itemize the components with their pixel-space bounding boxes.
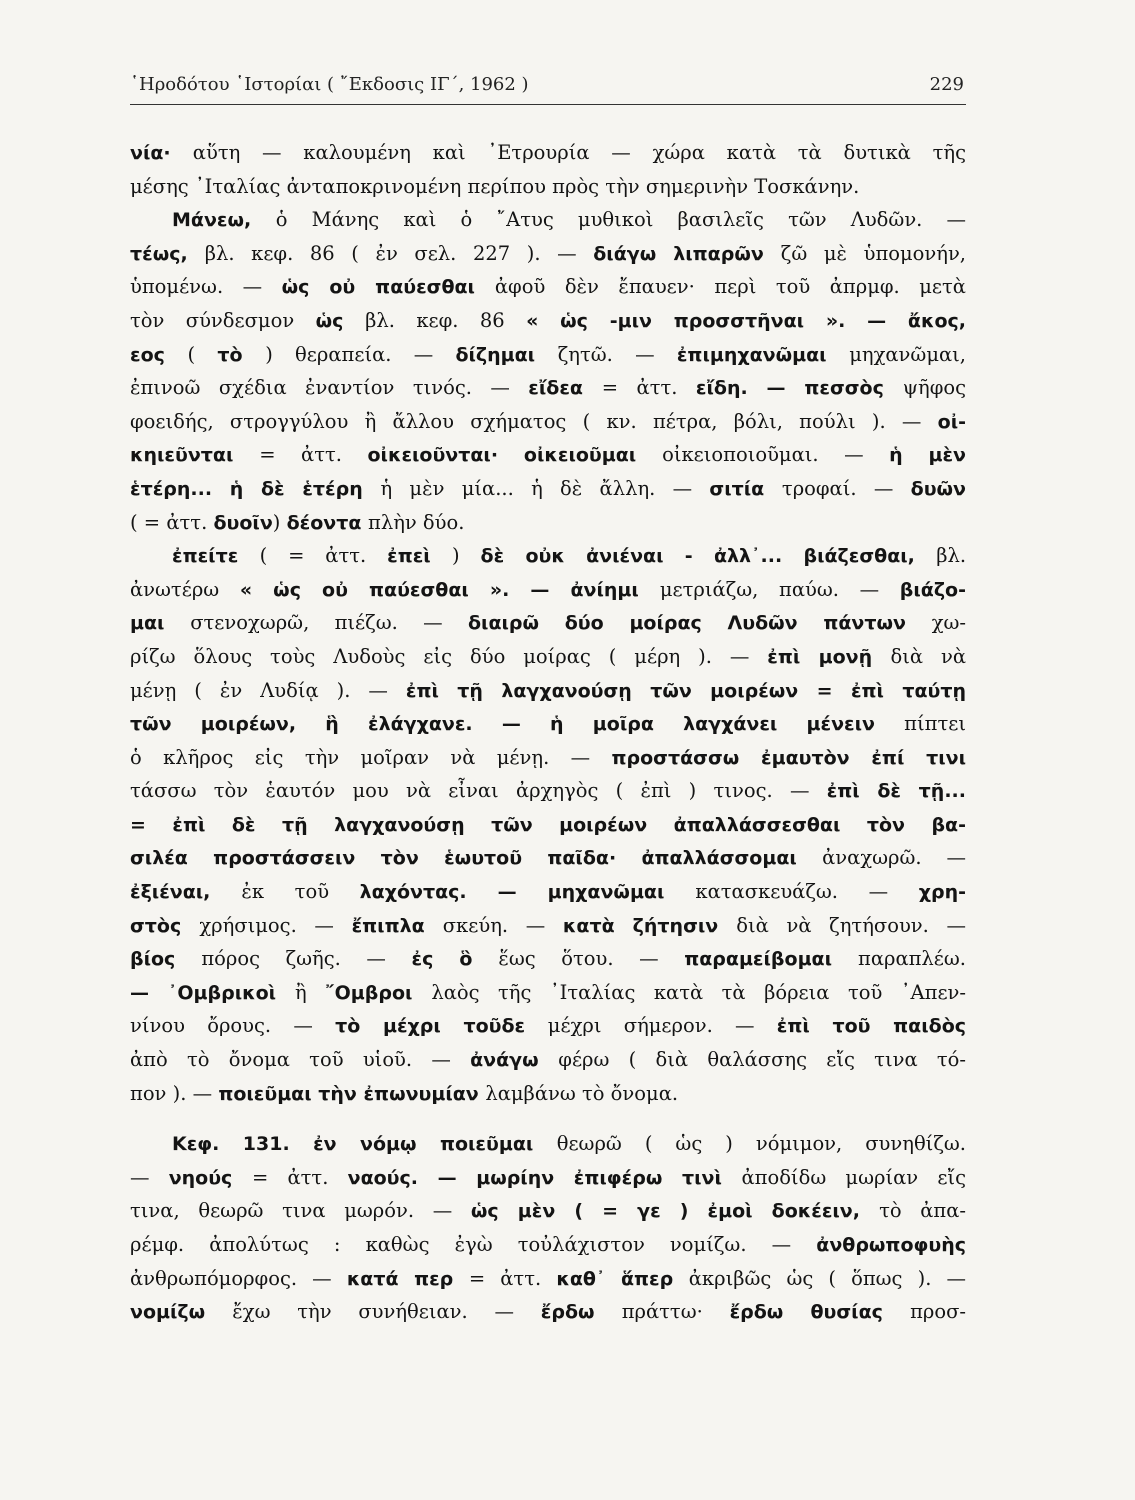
gloss-text: φοειδής, στρογγύλου ἢ ἄλλου σχήματος ( κν. πέτρα, βόλι, πούλι ). — [130, 409, 938, 433]
lemma-term: τὸ μέχρι τοῦδε [335, 1015, 548, 1038]
gloss-text: ἕως ὅτου. — [498, 947, 685, 971]
lemma-term: παραμείβομαι [684, 948, 858, 971]
lemma-term: ἔρδω [540, 1301, 622, 1324]
gloss-text: μετριάζω, παύω. — [659, 577, 900, 601]
text-line [130, 942, 966, 976]
gloss-text: ) [452, 544, 481, 568]
text-line [130, 1262, 966, 1296]
lemma-term: νηούς [168, 1166, 252, 1189]
lemma-term: ναούς. — μωρίην ἐπιφέρω τινὶ [347, 1166, 742, 1189]
gloss-text: ζῶ μὲ ὑπομονήν, [780, 241, 966, 265]
lemma-term: νομίζω [130, 1301, 233, 1324]
lemma-term: δυῶν [910, 477, 966, 500]
lemma-term: βίος [130, 948, 202, 971]
gloss-text: αὕτη — καλουμένη καὶ ᾿Ετρουρία — χώρα κατὰ τὰ δυτικὰ τῆς [192, 141, 966, 164]
gloss-text: οἰκειοποιοῦμαι. — [662, 443, 890, 467]
lemma-term: εἴδη. — πεσσὸς [695, 377, 903, 400]
lemma-term: ῎Ομβροι [325, 981, 432, 1004]
lemma-term: χρη- [918, 881, 966, 904]
lemma-term: εος [130, 343, 188, 366]
lemma-term: ὡς μὲν ( = γε ) ἐμοὶ δοκέειν, [470, 1200, 880, 1223]
gloss-text: ρέμφ. ἀπολύτως : καθὼς ἐγὼ τοὐλάχιστον νομίζω. — [130, 1233, 817, 1256]
lemma-term: ἐπὶ μονῇ [767, 645, 891, 668]
lemma-term: κηιεῦνται [130, 444, 260, 467]
gloss-text: ψῆφος [902, 376, 966, 400]
text-line [130, 774, 966, 808]
text-line [130, 405, 966, 439]
lemma-term: οἰ- [937, 410, 966, 433]
gloss-text: ( = ἀττ. [130, 510, 214, 534]
gloss-text: νίνου ὄρους. — [130, 1014, 336, 1038]
gloss-text: ὑπομένω. — [130, 275, 282, 299]
gloss-text: λαὸς τῆς ᾿Ιταλίας κατὰ τὰ βόρεια τοῦ ᾿Απεν- [431, 980, 966, 1004]
gloss-text: σκεύη. — [442, 913, 563, 937]
gloss-text: ) [272, 510, 287, 534]
gloss-text: ἐκ τοῦ [241, 880, 360, 904]
gloss-text: ἀποδίδω μωρίαν εἴς [741, 1165, 966, 1189]
text-line [130, 1228, 966, 1262]
lemma-term: κατά περ [346, 1267, 469, 1290]
lemma-term: ἔπιπλα [351, 914, 443, 937]
text-line [130, 1009, 966, 1043]
lemma-term: εἴδεα [528, 377, 602, 400]
lemma-term: δέοντα [286, 511, 369, 534]
lemma-term: Μάνεω, [172, 209, 276, 232]
gloss-text: ἀνωτέρω [130, 577, 240, 601]
lemma-term: βιάζο- [899, 578, 966, 601]
gloss-text: πίπτει [904, 712, 966, 736]
lemma-term: σιτία [709, 477, 782, 500]
text-line [130, 841, 966, 875]
lemma-term: Κεφ. 131. ἐν νόμῳ ποιεῦμαι [172, 1133, 557, 1156]
text-line [130, 338, 966, 372]
lemma-term: τὸ [217, 343, 266, 366]
gloss-text: ὁ Μάνης καὶ ὁ ῎Ατυς μυθικοὶ βασιλεῖς τῶν Λυδῶν. — [275, 208, 966, 232]
gloss-text: = ἀττ. [601, 376, 696, 400]
lemma-term: ποιεῦμαι τὴν ἐπωνυμίαν [218, 1082, 486, 1105]
lemma-term: στὸς [130, 914, 200, 937]
text-line [130, 237, 966, 271]
lemma-term: δίζημαι [455, 343, 558, 366]
gloss-text: ἐπινοῶ σχέδια ἐναντίον τινός. — [130, 376, 529, 400]
gloss-text: πον ). — [130, 1081, 219, 1105]
gloss-text: πράττω· [621, 1300, 730, 1324]
lemma-term: « ὡς -μιν προσστῆναι ». — ἄκος, [526, 309, 966, 332]
gloss-text: βλ. κεφ. 86 ( ἐν σελ. 227 ). — [204, 241, 594, 265]
text-line [130, 909, 966, 943]
gloss-text: τὸν σύνδεσμον [130, 308, 316, 332]
gloss-text: χρήσιμος. — [199, 913, 352, 937]
lemma-term: ἐπὶ τῇ λαγχανούσῃ τῶν μοιρέων = ἐπὶ ταύτῃ [405, 679, 966, 702]
lemma-term: ἑτέρη... ἡ δὲ ἑτέρη [130, 477, 381, 500]
lemma-term: ἐπὶ δὲ τῇ... [826, 780, 966, 803]
text-line [130, 1161, 966, 1195]
lemma-term: ἔρδω θυσίας [729, 1301, 911, 1324]
lemma-term: ἐπὶ τοῦ παιδὸς [776, 1015, 966, 1038]
gloss-text: πλὴν δύο. [368, 510, 465, 534]
gloss-text: ( = ἀττ. [259, 544, 388, 568]
text-line [130, 976, 966, 1010]
commentary-text [130, 136, 966, 1329]
gloss-text: = ἀττ. [259, 443, 368, 467]
running-header [130, 70, 966, 105]
gloss-text: ( [187, 342, 218, 366]
gloss-text: = ἀττ. [251, 1165, 348, 1189]
gloss-text: τὸ ἀπα- [879, 1199, 966, 1223]
gloss-text: βλ. [936, 544, 966, 568]
text-line [130, 136, 966, 170]
gloss-text: στενοχωρῶ, πιέζω. — [190, 611, 468, 635]
text-line [130, 808, 966, 842]
gloss-text: βλ. κεφ. 86 [365, 308, 527, 332]
text-line [130, 438, 966, 472]
text-line [130, 270, 966, 304]
running-title: ῾Ηροδότου ῾Ιστορίαι ( ῎Εκδοσις ΙΓ΄, 1962 ) [130, 74, 529, 95]
gloss-text: ἔχω τὴν συνήθειαν. — [232, 1300, 541, 1324]
gloss-text: ἀναχωρῶ. — [822, 846, 966, 870]
lemma-term: ὡς οὐ παύεσθαι [281, 276, 495, 299]
text-line [130, 304, 966, 338]
lemma-term: ὡς [315, 309, 366, 332]
gloss-text: μέσης ᾿Ιταλίας ἀνταποκρινομένη περίπου πρὸς τὴν σημερινὴν Τοσκάνην. [130, 174, 860, 198]
text-line [130, 1295, 966, 1329]
text-line [130, 640, 966, 674]
gloss-text: τάσσω τὸν ἑαυτόν μου νὰ εἶναι ἀρχηγὸς ( ἐπὶ ) τινος. — [130, 779, 827, 803]
text-line [130, 506, 966, 540]
lemma-term: δὲ οὐκ ἀνιέναι - ἀλλ᾿... βιάζεσθαι, [480, 545, 937, 568]
gloss-text: ὁ κλῆρος εἰς τὴν μοῖραν νὰ μένῃ. — [130, 745, 612, 769]
lemma-term: διαιρῶ δύο μοίρας Λυδῶν πάντων [467, 612, 932, 635]
gloss-text: — [130, 1165, 169, 1189]
lemma-term: κατὰ ζήτησιν [562, 914, 737, 937]
lemma-term: διάγω λιπαρῶν [593, 242, 781, 265]
gloss-text: ρίζω ὅλους τοὺς Λυδοὺς εἰς δύο μοίρας ( μέρη ). — [130, 644, 768, 668]
text-line [130, 1194, 966, 1228]
lemma-term: λαχόντας. — μηχανῶμαι [359, 881, 696, 904]
gloss-text: ἡ μὲν μία... ἡ δὲ ἄλλη. — [380, 476, 710, 500]
text-line [130, 472, 966, 506]
lemma-term: ἐς ὃ [411, 948, 499, 971]
gloss-text: παραπλέω. [858, 947, 966, 971]
text-line [130, 1127, 966, 1161]
gloss-text: μένῃ ( ἐν Λυδίᾳ ). — [130, 678, 406, 702]
lemma-term: τέως, [130, 242, 205, 265]
gloss-text: θεωρῶ ( ὡς ) νόμιμον, συνηθίζω. [556, 1132, 966, 1156]
gloss-text: ) θεραπεία. — [265, 342, 456, 366]
gloss-text: ἢ [294, 980, 326, 1004]
gloss-text: λαμβάνω τὸ ὄνομα. [485, 1081, 679, 1105]
lemma-term: τῶν μοιρέων, ἣ ἐλάγχανε. — ἡ μοῖρα λαγχάνει μένειν [130, 713, 905, 736]
lemma-term: σιλέα προστάσσειν τὸν ἑωυτοῦ παῖδα· ἀπαλλάσσομαι [130, 847, 823, 870]
gloss-text: ἀνθρωπόμορφος. — [130, 1266, 347, 1290]
text-line [130, 539, 966, 573]
lemma-term: μαι [130, 612, 191, 635]
lemma-term: καθ᾿ ἅπερ [556, 1267, 689, 1290]
lemma-term: ἐπείτε [172, 545, 260, 568]
text-line [130, 606, 966, 640]
gloss-text: κατασκευάζω. — [695, 880, 919, 904]
gloss-text: μέχρι σήμερον. — [547, 1014, 777, 1038]
lemma-term: ἐπιμηχανῶμαι [676, 343, 850, 366]
page-number: 229 [929, 74, 964, 95]
gloss-text: ζητῶ. — [557, 342, 677, 366]
text-line [130, 203, 966, 237]
gloss-text: προσ- [910, 1300, 966, 1324]
gloss-text: = ἀττ. [468, 1266, 557, 1290]
gloss-text: τροφαί. — [781, 476, 911, 500]
text-line [130, 371, 966, 405]
lemma-term: ἐξιέναι, [130, 881, 242, 904]
text-line [130, 170, 966, 204]
gloss-text: πόρος ζωῆς. — [201, 947, 412, 971]
gloss-text: φέρω ( διὰ θαλάσσης εἴς τινα τό- [558, 1048, 966, 1072]
lemma-term: — ᾿Ομβρικοὶ [130, 981, 295, 1004]
lemma-term: ἀνθρωποφυὴς [816, 1234, 966, 1256]
text-line [130, 1043, 966, 1077]
lemma-term: ἡ μὲν [889, 444, 966, 467]
lemma-term: προστάσσω ἐμαυτὸν ἐπί τινι [611, 746, 966, 769]
text-line [130, 875, 966, 909]
lemma-term: οἰκειοῦνται· οἰκειοῦμαι [367, 444, 663, 467]
text-line [130, 1077, 966, 1111]
text-line [130, 573, 966, 607]
gloss-text: ἀκριβῶς ὡς ( ὅπως ). — [688, 1266, 966, 1290]
gloss-text: χω- [931, 611, 966, 635]
lemma-term: = ἐπὶ δὲ τῇ λαγχανούσῃ τῶν μοιρέων ἀπαλλάσσεσθαι τὸν βα- [130, 813, 966, 836]
text-line [130, 674, 966, 708]
gloss-text: ἀπὸ τὸ ὄνομα τοῦ υἱοῦ. — [130, 1048, 471, 1072]
lemma-term: ἐπεὶ [387, 545, 453, 568]
gloss-text: διὰ νὰ ζητήσουν. — [736, 913, 966, 937]
gloss-text: ἀφοῦ δὲν ἔπαυεν· περὶ τοῦ ἀπρμφ. μετὰ [494, 275, 966, 299]
gloss-text: μηχανῶμαι, [849, 342, 966, 366]
lemma-term: ἀνάγω [470, 1049, 559, 1072]
gloss-text: τινα, θεωρῶ τινα μωρόν. — [130, 1199, 471, 1223]
text-line [130, 741, 966, 775]
text-line [130, 707, 966, 741]
lemma-term: δυοῖν [213, 511, 273, 534]
lemma-term: « ὡς οὐ παύεσθαι ». — ἀνίημι [239, 578, 660, 601]
gloss-text: διὰ νὰ [890, 644, 966, 668]
lemma-term: νία· [130, 142, 193, 164]
